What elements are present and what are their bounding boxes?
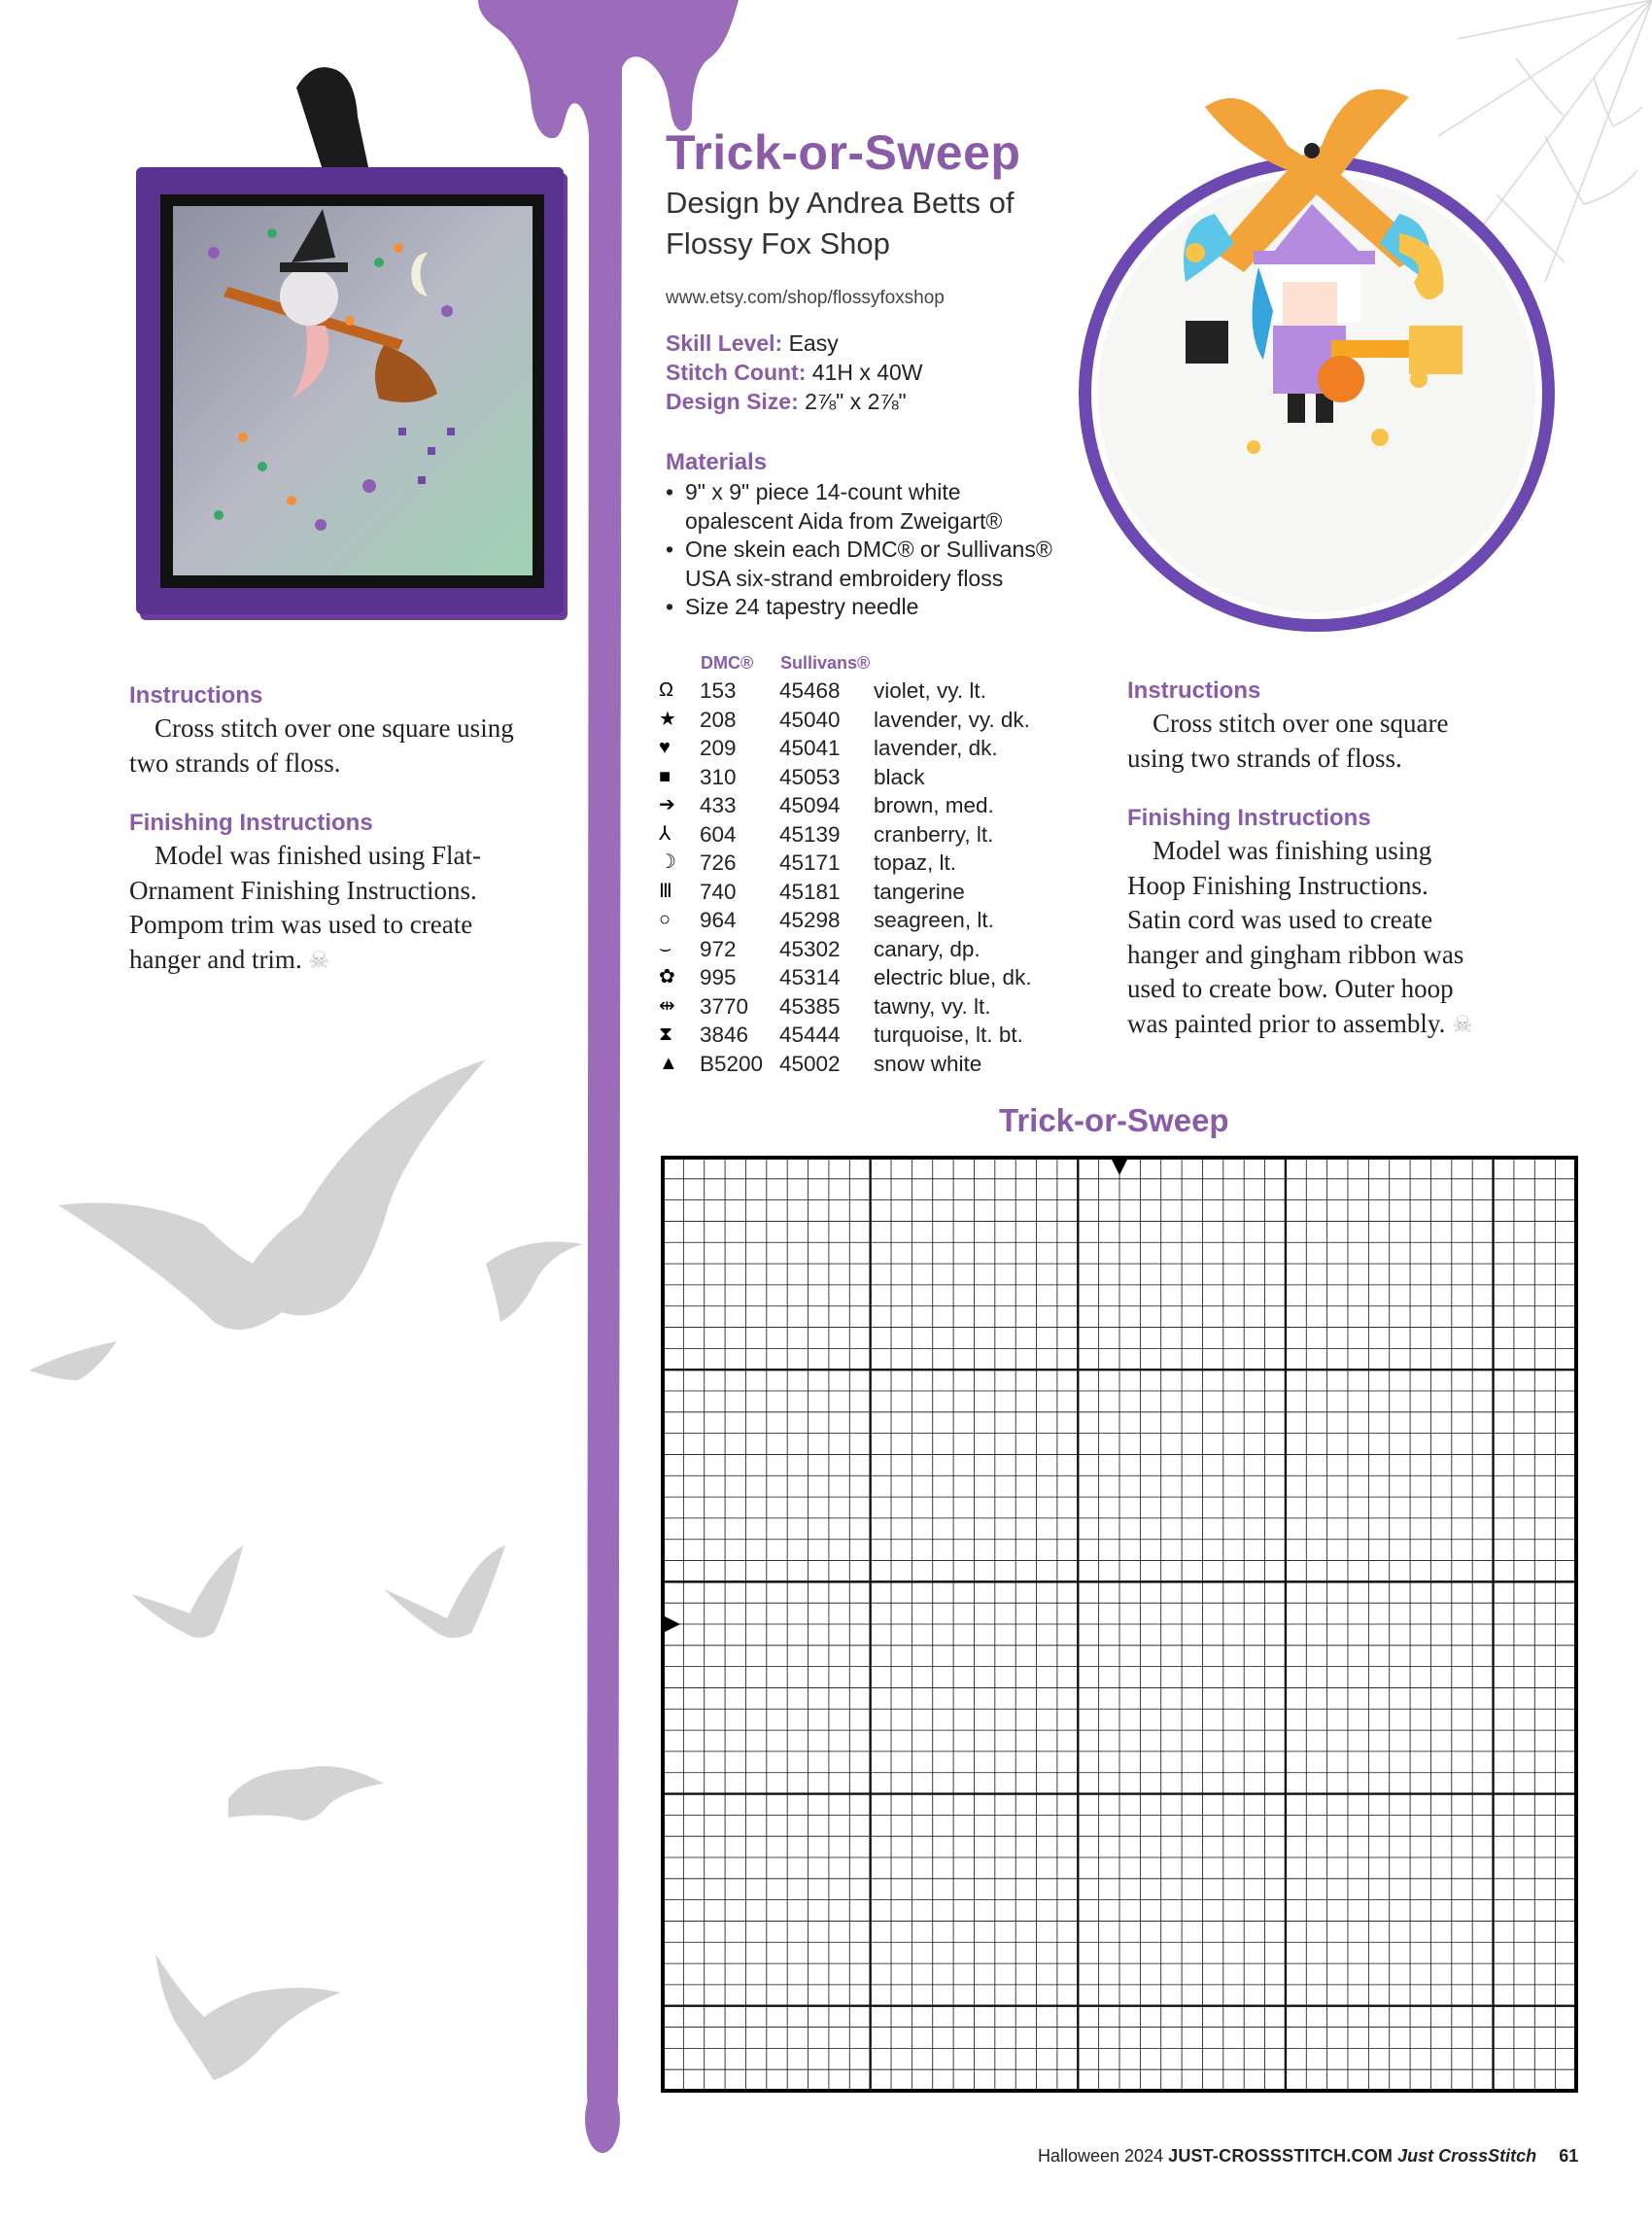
floss-key-table: [659, 649, 1032, 1078]
page-footer: [1038, 2146, 1578, 2167]
key-symbol: ★: [659, 708, 676, 730]
key-sullivans-number: 45181: [779, 879, 841, 904]
square-ornament-photo: [136, 58, 573, 632]
designer-url[interactable]: www.etsy.com/shop/flossyfoxshop: [666, 288, 945, 308]
key-color-name: tawny, vy. lt.: [874, 993, 991, 1019]
key-symbol: ☽: [659, 851, 676, 873]
key-symbol: ⅄: [659, 822, 671, 845]
key-symbol: ■: [659, 765, 671, 787]
key-color-name: tangerine: [874, 879, 965, 904]
key-sullivans-number: 45041: [779, 736, 841, 760]
bat-silhouettes: [19, 1059, 602, 2090]
key-color-name: seagreen, lt.: [874, 908, 994, 932]
finishing-text: Model was finishing using Hoop Finishing Instructions. Satin cord was used to create hanger and gingham ribbon was used to create bow. Outer hoop was painted prior to assembly. ☠: [1127, 836, 1473, 1038]
materials-item: • Size 24 tapestry needle: [666, 594, 919, 619]
materials-list: [666, 478, 1093, 622]
floss-key-row: [659, 763, 1032, 792]
key-symbol: ⇹: [659, 994, 675, 1017]
floss-key-row: [659, 906, 1032, 935]
key-color-name: canary, dp.: [874, 936, 981, 961]
footer-magazine: Just CrossStitch: [1397, 2146, 1537, 2166]
key-color-name: lavender, dk.: [874, 736, 998, 760]
key-sullivans-number: 45444: [779, 1023, 841, 1047]
right-instructions: [1127, 677, 1535, 1043]
key-sullivans-number: 45040: [779, 707, 841, 732]
instructions-heading: Instructions: [129, 682, 263, 709]
key-symbol: ✿: [659, 966, 675, 988]
key-color-name: topaz, lt.: [874, 850, 957, 875]
key-sullivans-number: 45302: [779, 936, 841, 961]
key-dmc-number: 3770: [700, 993, 749, 1019]
spec-skill-level: Skill Level: Easy: [666, 330, 839, 356]
floss-key-row: [659, 992, 1032, 1022]
instructions-heading: Instructions: [1127, 677, 1261, 704]
key-dmc-number: 995: [700, 965, 737, 989]
skull-icon: ☠: [308, 948, 329, 974]
page-number: 61: [1559, 2146, 1579, 2166]
key-color-name: turquoise, lt. bt.: [874, 1023, 1023, 1047]
hoop-ornament-photo: [1079, 58, 1565, 642]
key-symbol: ♥: [659, 737, 671, 758]
key-sullivans-number: 45171: [779, 850, 841, 875]
instructions-text: Cross stitch over one square using two strands of floss.: [129, 713, 514, 778]
key-sullivans-number: 45468: [779, 678, 841, 703]
key-symbol: ▲: [659, 1052, 678, 1074]
floss-key-row: [659, 734, 1032, 763]
pattern-title: Trick-or-Sweep: [666, 125, 1021, 180]
key-color-name: snow white: [874, 1051, 982, 1076]
key-symbol: ⧗: [659, 1023, 673, 1045]
key-sullivans-number: 45139: [779, 821, 841, 847]
materials-heading: Materials: [666, 449, 768, 475]
cross-stitch-chart: [659, 1154, 1580, 2095]
floss-key-row: [659, 935, 1032, 964]
key-dmc-number: 964: [700, 908, 737, 932]
key-dmc-number: 726: [700, 850, 737, 875]
spec-stitch-count: Stitch Count: 41H x 40W: [666, 360, 923, 385]
key-dmc-number: 604: [700, 821, 737, 847]
key-dmc-number: 310: [700, 764, 737, 789]
key-dmc-number: 433: [700, 793, 737, 817]
key-dmc-number: 3846: [700, 1023, 749, 1047]
key-sullivans-number: 45002: [779, 1051, 841, 1076]
key-sullivans-number: 45298: [779, 908, 841, 932]
instructions-text: Cross stitch over one square using two strands of floss.: [1127, 709, 1449, 773]
key-dmc-number: 209: [700, 736, 737, 760]
key-symbol: Ω: [659, 679, 673, 701]
spec-design-size: Design Size: 2⅞" x 2⅞": [666, 389, 907, 414]
floss-key-row: [659, 676, 1032, 706]
materials-item: • 9" x 9" piece 14-count white opalescent Aida from Zweigart®: [666, 479, 1003, 534]
materials-item: • One skein each DMC® or Sullivans® USA six-strand embroidery floss: [666, 537, 1052, 591]
skull-icon: ☠: [1452, 1012, 1473, 1038]
key-color-name: cranberry, lt.: [874, 821, 994, 847]
key-header-sullivans: Sullivans®: [780, 652, 871, 673]
key-dmc-number: 740: [700, 879, 737, 904]
finishing-heading: Finishing Instructions: [129, 810, 373, 836]
key-sullivans-number: 45053: [779, 764, 841, 789]
key-dmc-number: 153: [700, 678, 737, 703]
key-dmc-number: 208: [700, 707, 737, 732]
designer-byline: [666, 183, 1014, 264]
key-symbol: Ⅲ: [659, 880, 672, 902]
floss-key-row: [659, 878, 1032, 907]
byline-line-1: Design by Andrea Betts of: [666, 186, 1015, 220]
key-symbol: ➔: [659, 794, 675, 815]
key-dmc-number: 972: [700, 936, 737, 961]
floss-key-row: [659, 706, 1032, 735]
finishing-heading: Finishing Instructions: [1127, 805, 1371, 831]
byline-line-2: Flossy Fox Shop: [666, 226, 890, 260]
chart-title: Trick-or-Sweep: [999, 1102, 1229, 1138]
finishing-text: Model was finished using Flat- Ornament Finishing Instructions. Pompom trim was used to create hanger and trim. ☠: [129, 841, 481, 974]
key-sullivans-number: 45314: [779, 965, 841, 989]
footer-site[interactable]: JUST-CROSSSTITCH.COM: [1168, 2146, 1394, 2166]
floss-key-row: [659, 1021, 1032, 1050]
key-symbol: ○: [659, 909, 671, 930]
floss-key-row: [659, 791, 1032, 820]
floss-key-row: [659, 820, 1032, 850]
key-sullivans-number: 45094: [779, 793, 841, 817]
key-color-name: black: [874, 764, 925, 789]
key-symbol: ⌣: [659, 937, 672, 959]
floss-key-row: [659, 849, 1032, 878]
key-dmc-number: B5200: [700, 1051, 764, 1076]
footer-issue: Halloween 2024: [1038, 2146, 1164, 2166]
key-color-name: lavender, vy. dk.: [874, 707, 1030, 732]
floss-key-row: [659, 963, 1032, 992]
key-color-name: brown, med.: [874, 793, 994, 817]
key-color-name: electric blue, dk.: [874, 965, 1032, 989]
key-header-dmc: DMC®: [701, 652, 754, 673]
key-sullivans-number: 45385: [779, 993, 841, 1019]
pattern-specs: [666, 329, 923, 416]
floss-key-row: [659, 1050, 1032, 1079]
left-instructions: [129, 682, 576, 979]
key-color-name: violet, vy. lt.: [874, 678, 986, 703]
